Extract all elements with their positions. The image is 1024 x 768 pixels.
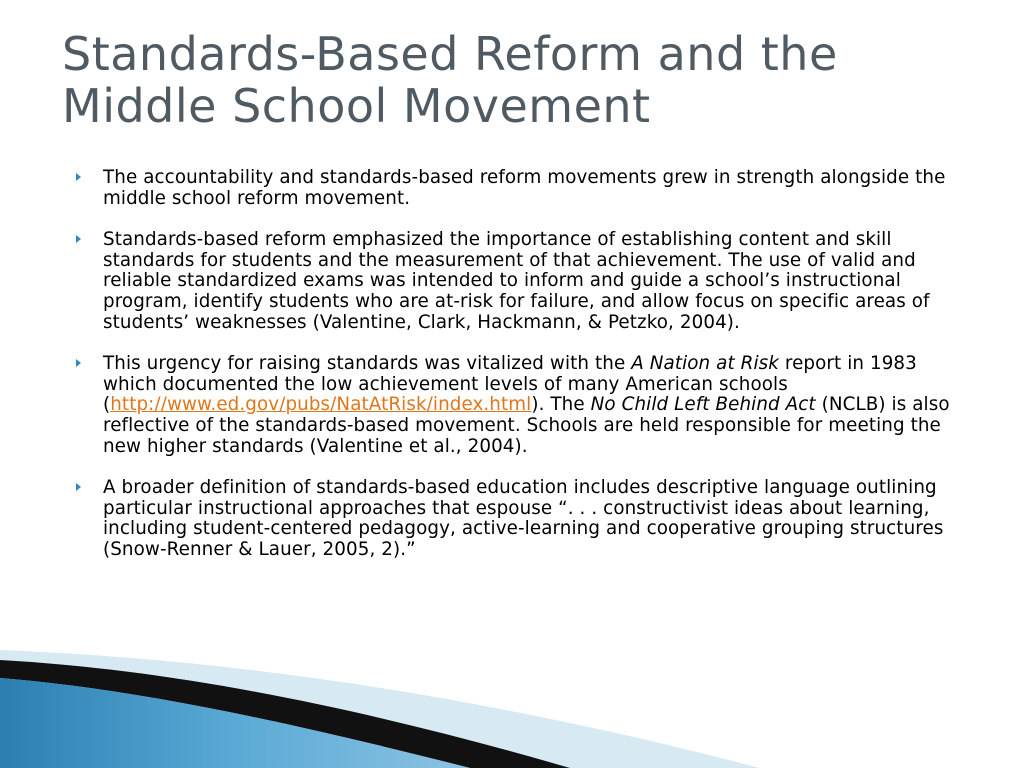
bullet-text-segment: report in 1983 which documented the low achievement levels of many American schools ( (103, 353, 917, 416)
bullet-text-segment: (NCLB) is also reflective of the standards-based movement. Schools are held responsible for meeting the new higher standards (Valentine et al., 2004). (103, 394, 950, 457)
bullet-text: A broader definition of standards-based education includes descriptive language outlining particular instructional approaches that espouse “. . . constructivist ideas about learning, including student-centered pedagogy, active-learning and cooperative grouping structures (Snow-Renner & Lauer, 2005, 2).” (103, 477, 944, 560)
bullet-item (76, 168, 976, 209)
bullet-list (76, 168, 976, 582)
bullet-text-segment: This urgency for raising standards was vitalized with the (103, 353, 632, 375)
bullet-arrow-icon (76, 235, 81, 243)
bullet-item (76, 478, 976, 560)
nation-at-risk-link[interactable]: http://www.ed.gov/pubs/NatAtRisk/index.html (110, 394, 532, 416)
slide-title: Standards-Based Reform and the Middle School Movement (62, 27, 838, 133)
bullet-item (76, 354, 976, 457)
bullet-item (76, 230, 976, 333)
bullet-arrow-icon (76, 483, 81, 491)
bullet-text: The accountability and standards-based reform movements grew in strength alongside the middle school reform movement. (103, 167, 946, 209)
report-title: A Nation at Risk (631, 353, 779, 375)
bullet-text (103, 354, 976, 457)
bullet-arrow-icon (76, 173, 81, 181)
bullet-text-segment: ). The (531, 394, 591, 416)
bullet-text: Standards-based reform emphasized the importance of establishing content and skill standards for students and the measurement of that achievement. The use of valid and reliable standardized exams was intended to inform and guide a school’s instructional program, identify students who are at-risk for failure, and allow focus on specific areas of students’ weaknesses (Valentine, Clark, Hackmann, & Petzko, 2004). (103, 229, 930, 333)
bullet-arrow-icon (76, 359, 81, 367)
act-title: No Child Left Behind Act (590, 394, 816, 416)
decorative-wave-footer (0, 640, 1024, 768)
